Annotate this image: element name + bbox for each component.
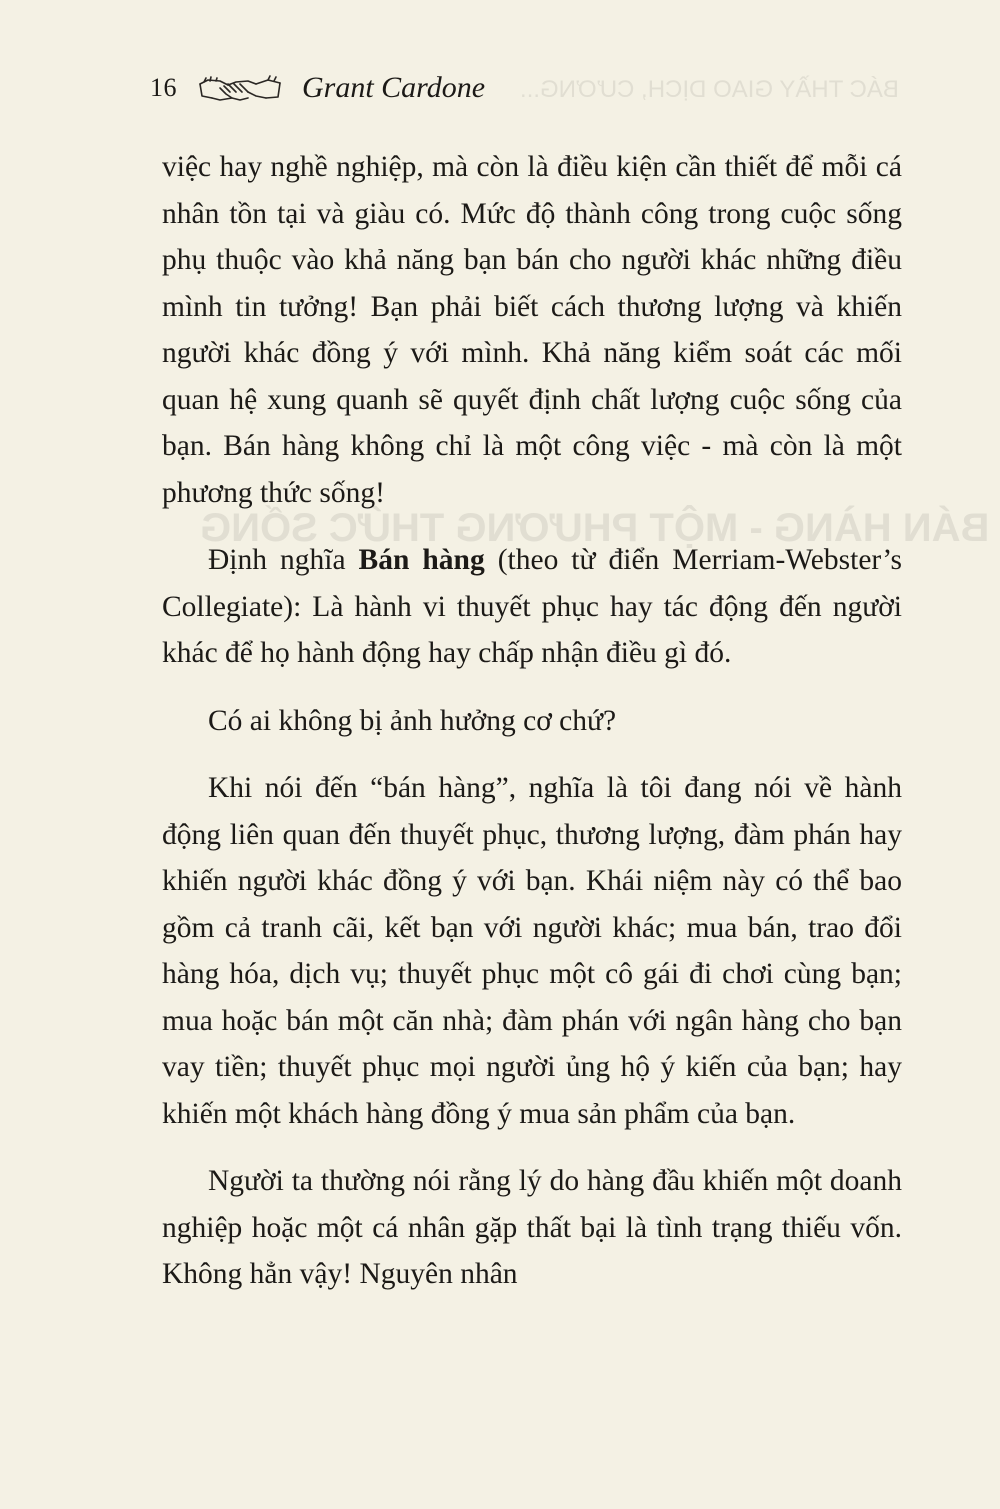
definition-term: Bán hàng	[358, 544, 485, 576]
running-header	[150, 64, 910, 112]
bleed-through-running-title: BÁC THẦY GIAO DỊCH, CƯƠNG...	[520, 76, 899, 103]
author-name: Grant Cardone	[302, 71, 486, 104]
paragraph-2	[162, 537, 902, 677]
paragraph-3: Có ai không bị ảnh hưởng cơ chứ?	[208, 704, 617, 737]
definition-text: (theo từ điển Merriam-Webster’s Collegiate): Là hành vi thuyết phục hay tác động đến người khác để họ hành động hay chấp nhận điều gì đó.	[162, 544, 903, 669]
paragraph-5: Người ta thường nói rằng lý do hàng đầu khiến một doanh nghiệp hoặc một cá nhân gặp thất bại là tình trạng thiếu vốn. Không hẳn vậy! Nguyên nhân	[162, 1165, 902, 1290]
page-body	[162, 144, 902, 1298]
handshake-icon	[198, 70, 282, 106]
paragraph-4: Khi nói đến “bán hàng”, nghĩa là tôi đang nói về hành động liên quan đến thuyết phục, thương lượng, đàm phán hay khiến người khác đồng ý với bạn. Khái niệm này có thể bao gồm cả tranh cãi, kết bạn với người khác; mua bán, trao đổi hàng hóa, dịch vụ; thuyết phục một cô gái đi chơi cùng bạn; mua hoặc bán một căn nhà; đàm phán với ngân hàng cho bạn vay tiền; thuyết phục mọi người ủng hộ ý kiến của bạn; hay khiến một khách hàng đồng ý mua sản phẩm của bạn.	[162, 772, 902, 1130]
page-number: 16	[150, 73, 177, 102]
definition-lead: Định nghĩa	[208, 544, 359, 576]
bleed-through-chapter-title: BÁN HÀNG - MỘT PHƯƠNG THỨC SỐNG	[200, 506, 990, 550]
paragraph-1: việc hay nghề nghiệp, mà còn là điều kiện cần thiết để mỗi cá nhân tồn tại và giàu có. Mức độ thành công trong cuộc sống phụ thuộc vào khả năng bạn bán cho người khác những điều mình tin tưởng! Bạn phải biết cách thương lượng và khiến người khác đồng ý với mình. Khả năng kiểm soát các mối quan hệ xung quanh sẽ quyết định chất lượng cuộc sống của bạn. Bán hàng không chỉ là một công việc - mà còn là một phương thức sống!	[162, 151, 902, 509]
